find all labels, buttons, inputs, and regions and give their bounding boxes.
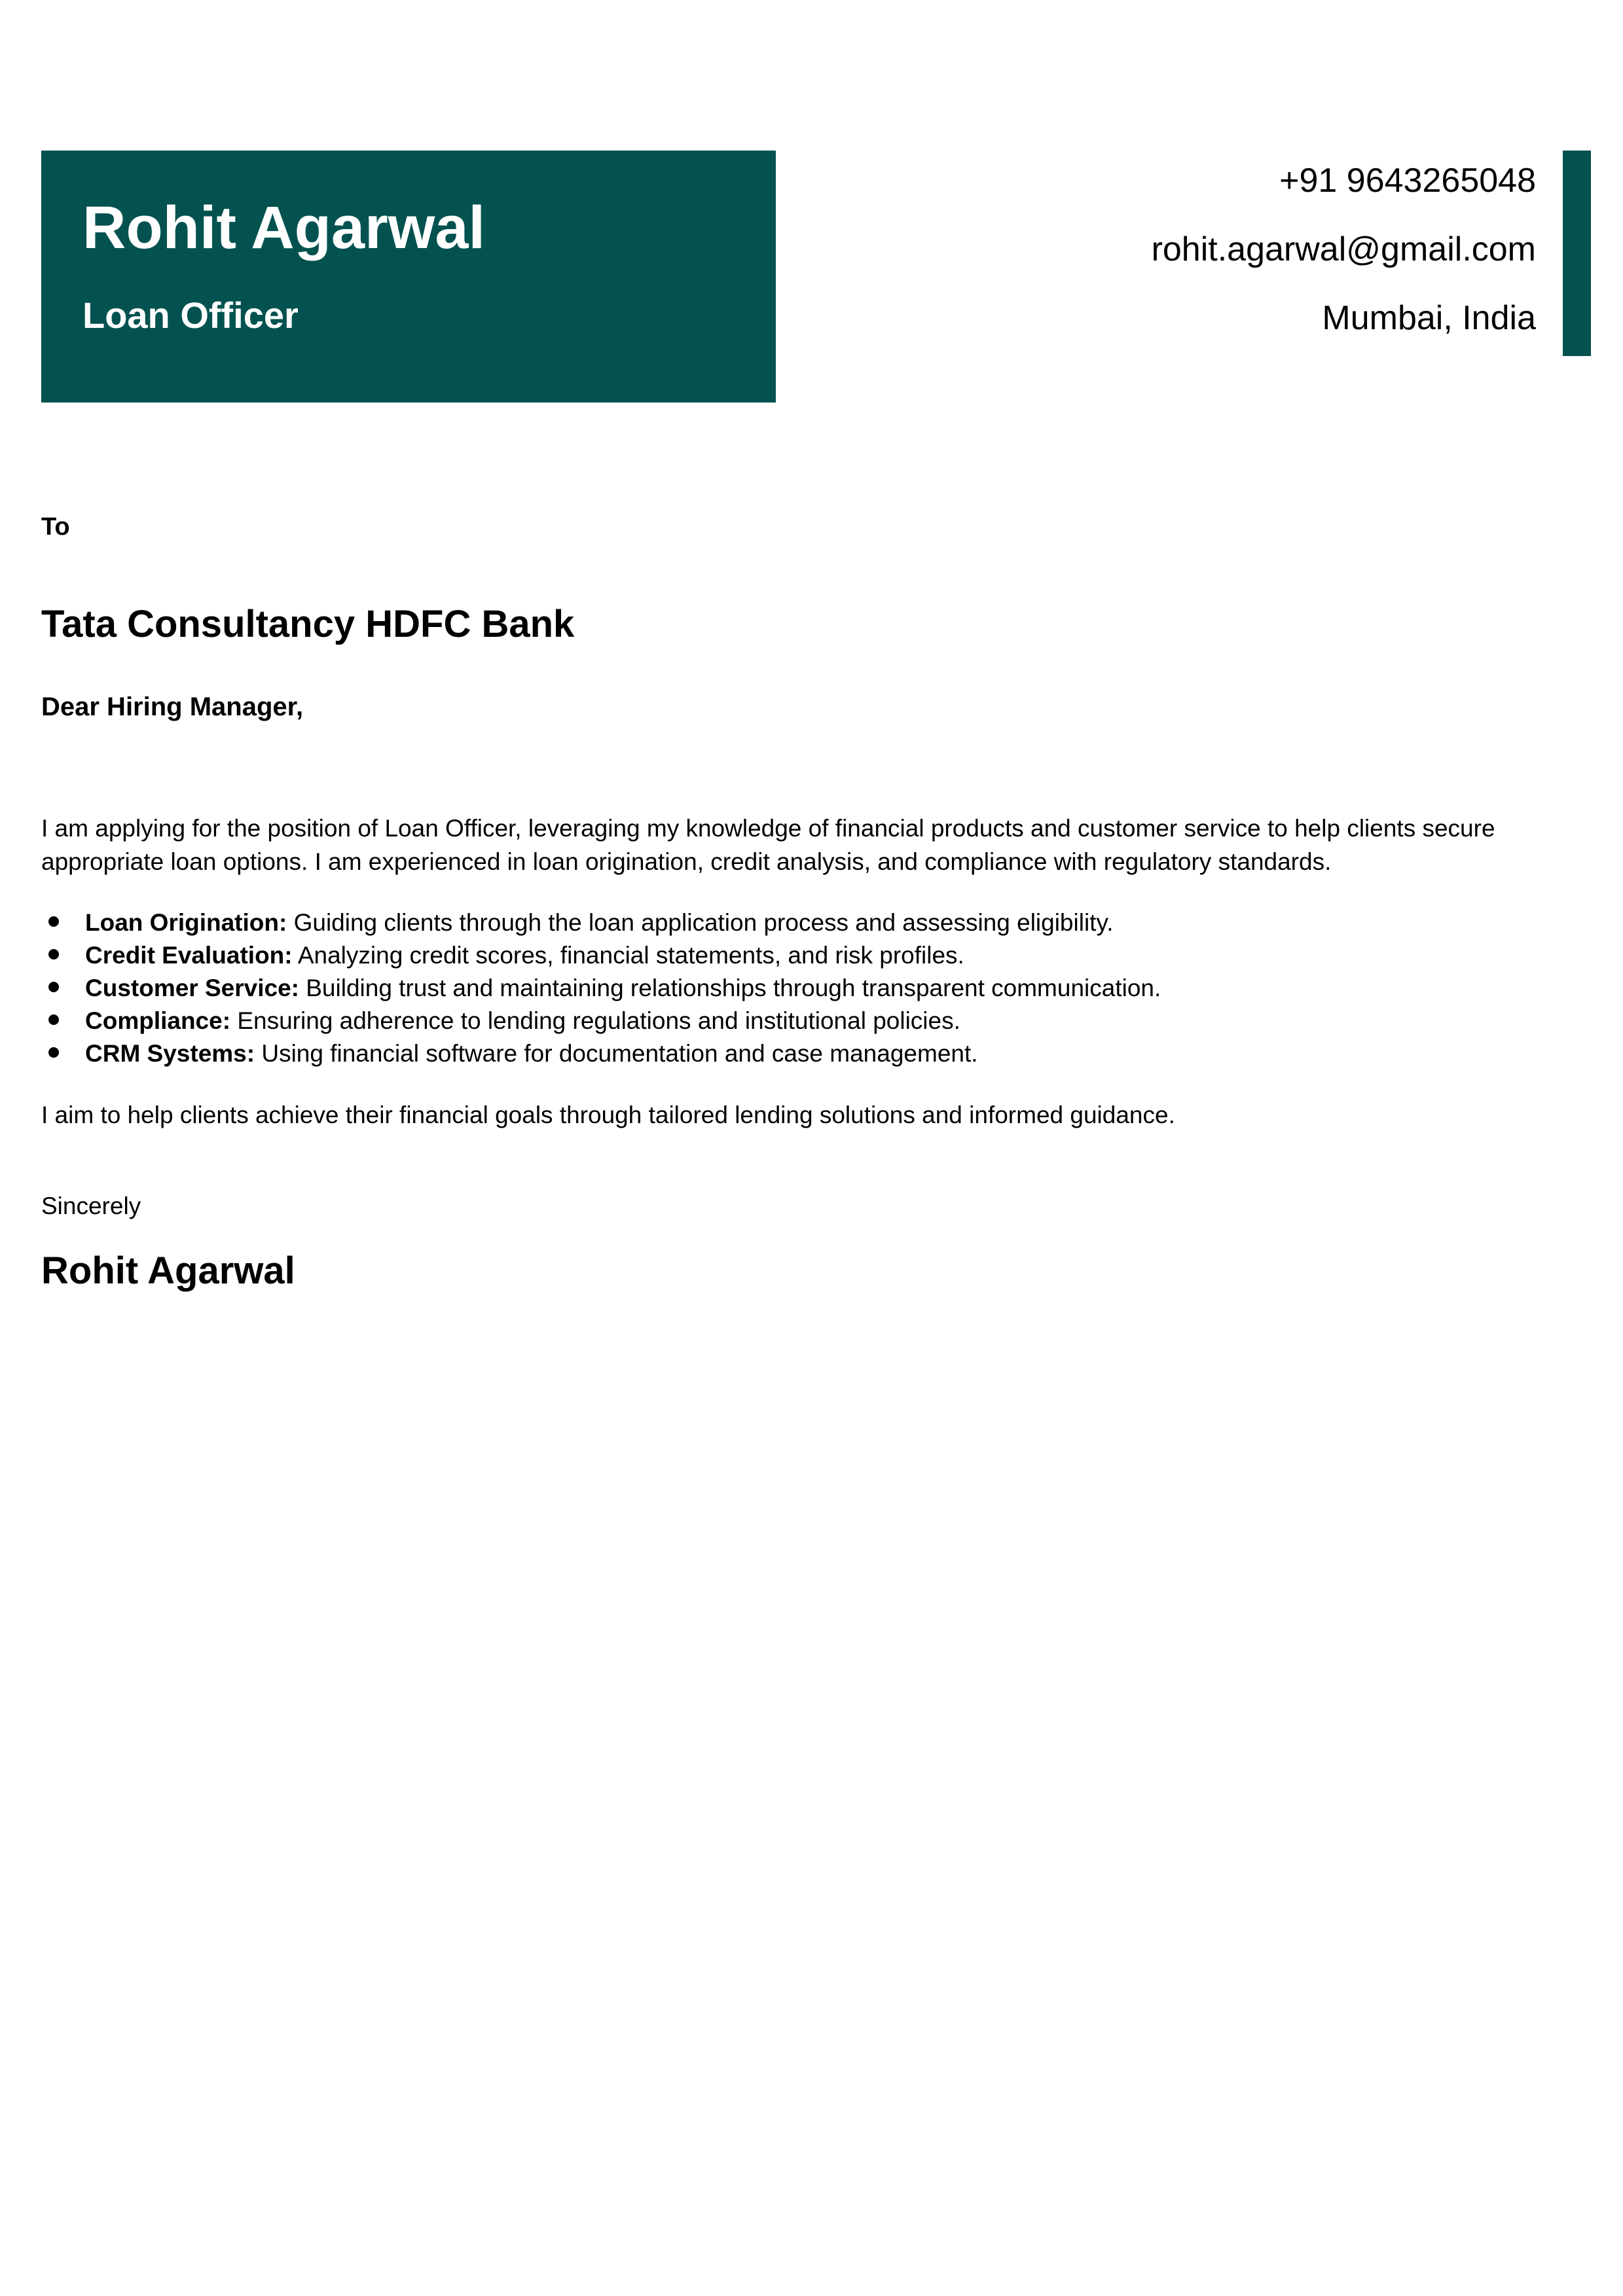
- list-item: [41, 1037, 1547, 1070]
- bullet-icon: [48, 1047, 59, 1058]
- list-item: [41, 972, 1547, 1005]
- list-item: [41, 906, 1547, 939]
- bullet-icon: [48, 982, 59, 992]
- skill-term: Customer Service:: [85, 975, 299, 1001]
- contact-block: [1152, 147, 1536, 353]
- signoff: Sincerely: [41, 1193, 141, 1219]
- skill-term: CRM Systems:: [85, 1040, 255, 1067]
- contact-phone: +91 9643265048: [1279, 162, 1536, 200]
- greeting: Dear Hiring Manager,: [41, 692, 304, 721]
- bullet-icon: [48, 916, 59, 927]
- list-item: [41, 1005, 1547, 1037]
- skill-term: Credit Evaluation:: [85, 942, 293, 969]
- bullet-icon: [48, 1014, 59, 1025]
- skill-description: Analyzing credit scores, financial statements, and risk profiles.: [292, 942, 964, 969]
- closing-paragraph: I aim to help clients achieve their financial goals through tailored lending solutions and informed guidance.: [41, 1102, 1175, 1128]
- skill-description: Ensuring adherence to lending regulations and institutional policies.: [230, 1007, 960, 1034]
- skill-term: Compliance:: [85, 1007, 231, 1034]
- applicant-name: Rohit Agarwal: [82, 194, 486, 261]
- list-item: [41, 939, 1547, 972]
- signature-name: Rohit Agarwal: [41, 1249, 295, 1292]
- accent-bar: [1563, 151, 1591, 356]
- intro-paragraph: I am applying for the position of Loan Officer, leveraging my knowledge of financial products and customer service to help clients secure appropriate loan options. I am experienced in loan origination, credit analysis, and compliance with regulatory standards.: [41, 815, 1495, 875]
- to-label: To: [41, 513, 70, 541]
- bullet-icon: [48, 949, 59, 960]
- job-title: Loan Officer: [82, 295, 299, 336]
- skill-term: Loan Origination:: [85, 909, 287, 936]
- skill-description: Using financial software for documentation and case management.: [255, 1040, 978, 1067]
- contact-location: Mumbai, India: [1322, 299, 1536, 337]
- skills-list: [41, 906, 1547, 1070]
- header-banner: [41, 151, 776, 403]
- contact-email: rohit.agarwal@gmail.com: [1151, 230, 1536, 268]
- skill-description: Building trust and maintaining relationships through transparent communication.: [299, 975, 1161, 1001]
- skill-description: Guiding clients through the loan application process and assessing eligibility.: [287, 909, 1114, 936]
- recipient-company: Tata Consultancy HDFC Bank: [41, 603, 575, 645]
